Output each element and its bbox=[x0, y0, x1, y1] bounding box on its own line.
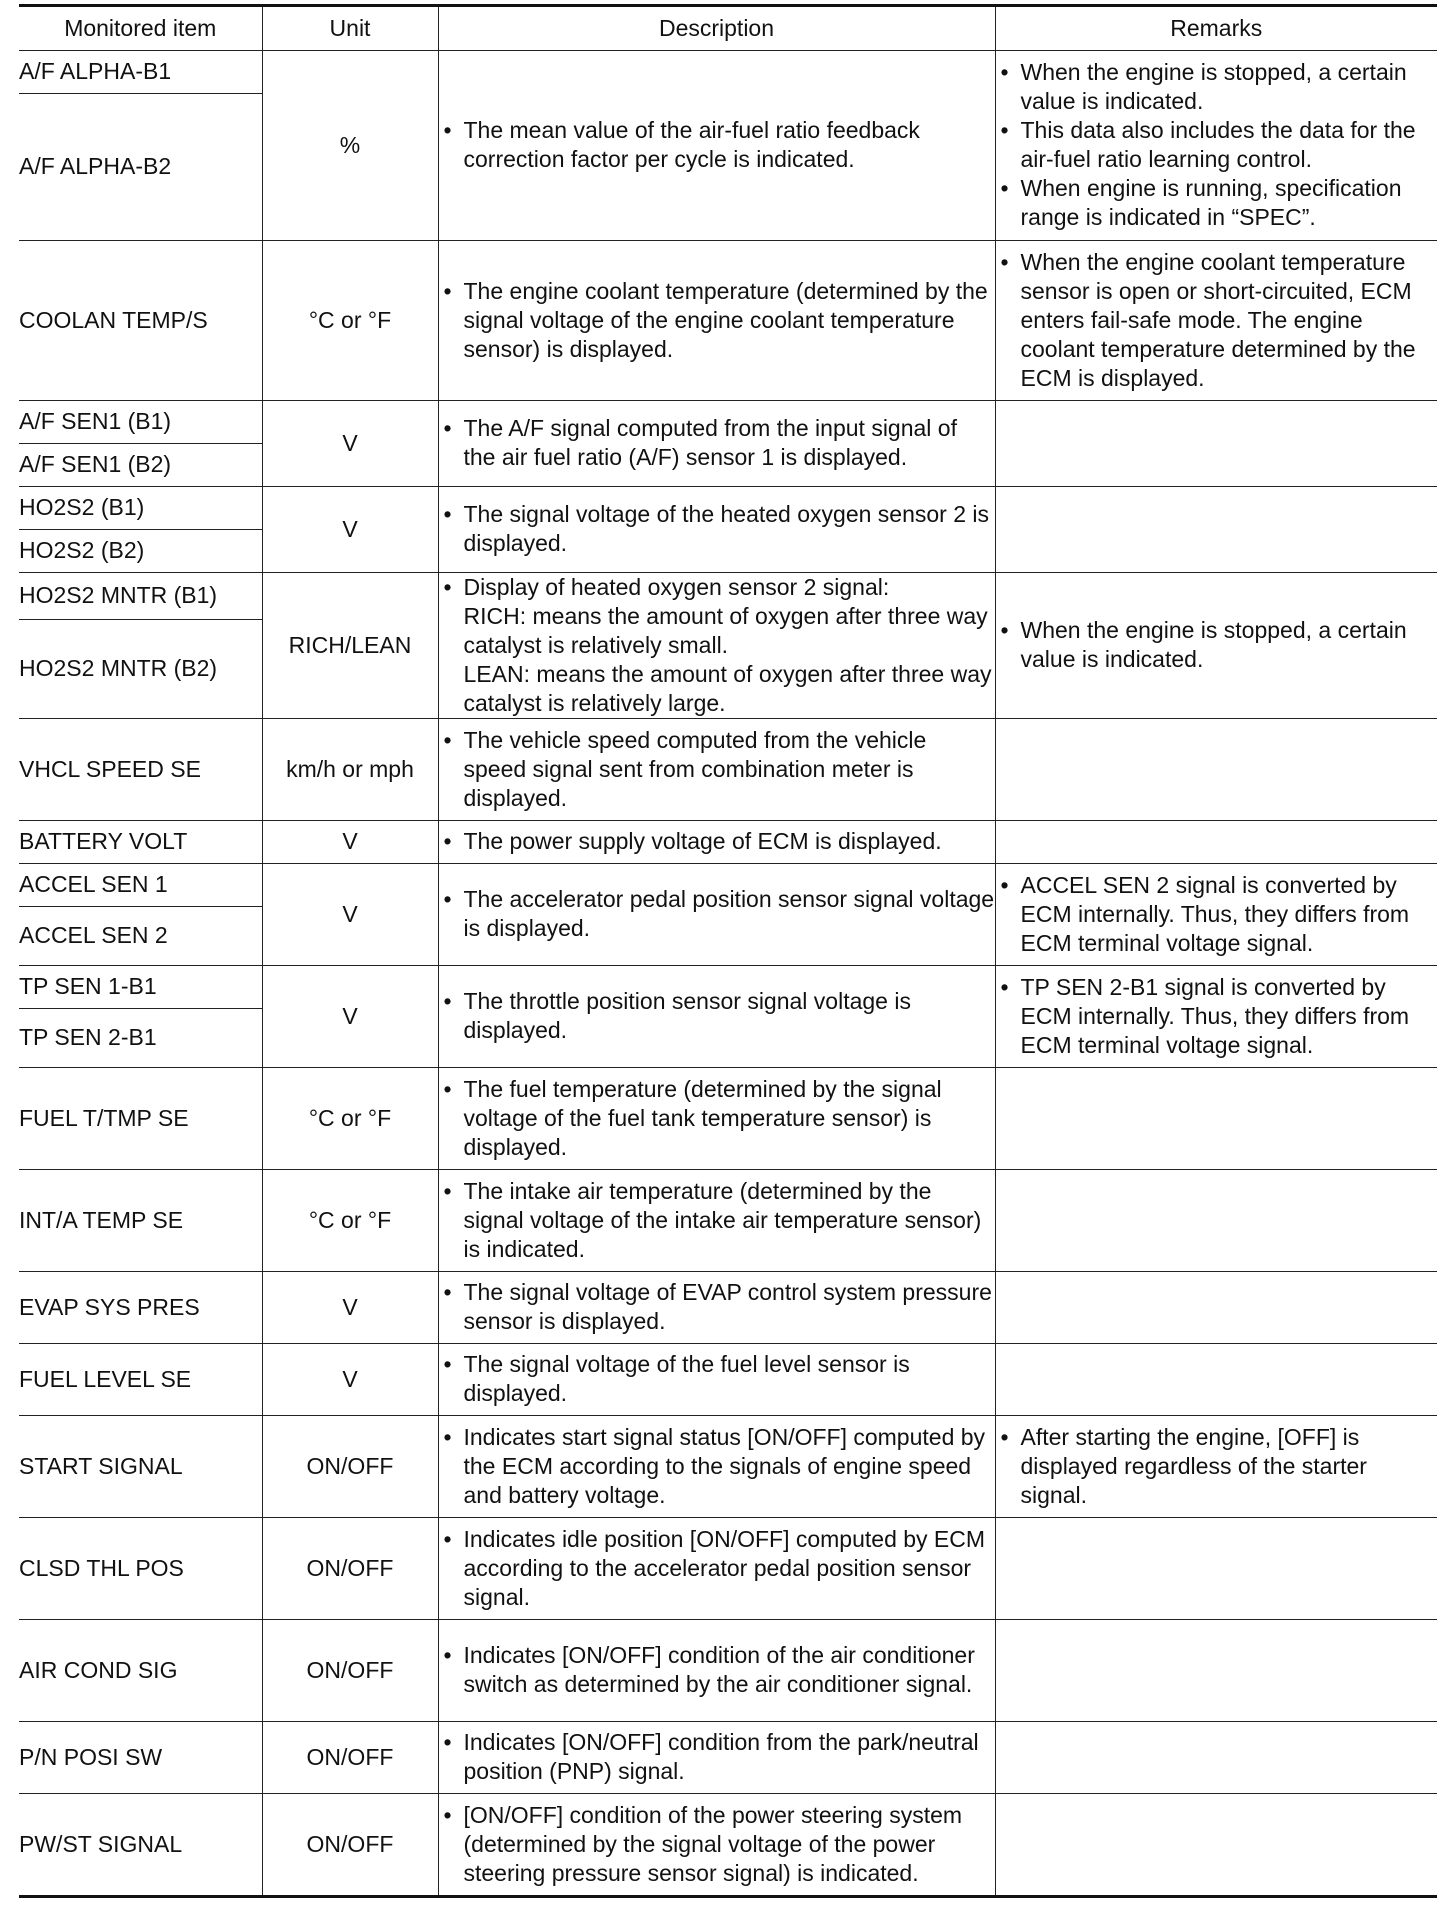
remark-bullet: • After starting the engine, [OFF] is displayed regardless of the starter signal. bbox=[996, 1423, 1438, 1510]
item-af-alpha-b1: A/F ALPHA-B1 bbox=[19, 50, 262, 93]
unit-tp-sen: V bbox=[262, 965, 438, 1067]
desc-bullet: • The vehicle speed computed from the vehicle speed signal sent from combination meter is displayed. bbox=[439, 726, 995, 813]
desc-bullet: • The engine coolant temperature (determined by the signal voltage of the engine coolant temperature sensor) is displayed. bbox=[439, 277, 995, 364]
item-af-sen1-b1: A/F SEN1 (B1) bbox=[19, 400, 262, 443]
remarks-af-sen1 bbox=[995, 400, 1437, 486]
table-header-row bbox=[19, 7, 1437, 50]
unit-ho2s2-mntr: RICH/LEAN bbox=[262, 572, 438, 718]
desc-bullet: • The power supply voltage of ECM is displayed. bbox=[439, 827, 995, 856]
item-coolan-temp: COOLAN TEMP/S bbox=[19, 240, 262, 400]
unit-evap-sys-pres: V bbox=[262, 1271, 438, 1343]
desc-ho2s2 bbox=[438, 486, 995, 572]
unit-af-sen1: V bbox=[262, 400, 438, 486]
desc-bullet: • The accelerator pedal position sensor signal voltage is displayed. bbox=[439, 885, 995, 943]
remarks-accel-sen bbox=[995, 863, 1437, 965]
unit-clsd-thl-pos: ON/OFF bbox=[262, 1517, 438, 1619]
desc-evap-sys-pres bbox=[438, 1271, 995, 1343]
item-inta-temp: INT/A TEMP SE bbox=[19, 1169, 262, 1271]
unit-air-cond-sig: ON/OFF bbox=[262, 1619, 438, 1721]
desc-bullet: • The signal voltage of the heated oxygen sensor 2 is displayed. bbox=[439, 500, 995, 558]
table-row bbox=[19, 1169, 1437, 1271]
remarks-pn-posi-sw bbox=[995, 1721, 1437, 1793]
table-row bbox=[19, 240, 1437, 400]
remark-bullet: • ACCEL SEN 2 signal is converted by ECM internally. Thus, they differs from ECM terminal voltage signal. bbox=[996, 871, 1438, 958]
unit-af-alpha: % bbox=[262, 50, 438, 240]
remark-bullet: • When the engine coolant temperature sensor is open or short-circuited, ECM enters fail-safe mode. The engine coolant temperature determined by the ECM is displayed. bbox=[996, 248, 1438, 393]
table-row bbox=[19, 820, 1437, 863]
monitor-item-table-sheet bbox=[19, 4, 1437, 1898]
desc-vhcl-speed bbox=[438, 718, 995, 820]
remarks-af-alpha bbox=[995, 50, 1437, 240]
desc-bullet: • The A/F signal computed from the input signal of the air fuel ratio (A/F) sensor 1 is displayed. bbox=[439, 414, 995, 472]
desc-battery-volt bbox=[438, 820, 995, 863]
remark-bullet: • When engine is running, specification range is indicated in “SPEC”. bbox=[996, 174, 1438, 232]
desc-bullet: • The signal voltage of EVAP control system pressure sensor is displayed. bbox=[439, 1278, 995, 1336]
table-row bbox=[19, 50, 1437, 93]
desc-bullet: • Indicates start signal status [ON/OFF] computed by the ECM according to the signals of engine speed and battery voltage. bbox=[439, 1423, 995, 1510]
remarks-ho2s2-mntr bbox=[995, 572, 1437, 718]
desc-pw-st-signal bbox=[438, 1793, 995, 1895]
table-row bbox=[19, 1721, 1437, 1793]
desc-bullet: • The mean value of the air-fuel ratio feedback correction factor per cycle is indicated. bbox=[439, 116, 995, 174]
table-row bbox=[19, 863, 1437, 906]
item-vhcl-speed: VHCL SPEED SE bbox=[19, 718, 262, 820]
remarks-tp-sen bbox=[995, 965, 1437, 1067]
remarks-pw-st-signal bbox=[995, 1793, 1437, 1895]
table-row bbox=[19, 1271, 1437, 1343]
item-ho2s2-b2: HO2S2 (B2) bbox=[19, 529, 262, 572]
remark-bullet: • This data also includes the data for the air-fuel ratio learning control. bbox=[996, 116, 1438, 174]
table-row bbox=[19, 1619, 1437, 1721]
desc-bullet: • The signal voltage of the fuel level sensor is displayed. bbox=[439, 1350, 995, 1408]
unit-pn-posi-sw: ON/OFF bbox=[262, 1721, 438, 1793]
unit-ho2s2: V bbox=[262, 486, 438, 572]
remarks-fuel-level bbox=[995, 1343, 1437, 1415]
desc-pn-posi-sw bbox=[438, 1721, 995, 1793]
desc-bullet: • Indicates idle position [ON/OFF] computed by ECM according to the accelerator pedal position sensor signal. bbox=[439, 1525, 995, 1612]
table-row bbox=[19, 965, 1437, 1008]
desc-bullet: • The fuel temperature (determined by the signal voltage of the fuel tank temperature sensor) is displayed. bbox=[439, 1075, 995, 1162]
remarks-battery-volt bbox=[995, 820, 1437, 863]
table-row bbox=[19, 572, 1437, 620]
unit-battery-volt: V bbox=[262, 820, 438, 863]
desc-bullet: • Indicates [ON/OFF] condition from the park/neutral position (PNP) signal. bbox=[439, 1728, 995, 1786]
remark-bullet: • When the engine is stopped, a certain value is indicated. bbox=[996, 616, 1438, 674]
item-af-sen1-b2: A/F SEN1 (B2) bbox=[19, 443, 262, 486]
item-af-alpha-b2: A/F ALPHA-B2 bbox=[19, 93, 262, 240]
item-start-signal: START SIGNAL bbox=[19, 1415, 262, 1517]
unit-vhcl-speed: km/h or mph bbox=[262, 718, 438, 820]
item-pn-posi-sw: P/N POSI SW bbox=[19, 1721, 262, 1793]
remark-bullet: • When the engine is stopped, a certain value is indicated. bbox=[996, 58, 1438, 116]
remarks-fuel-tmp bbox=[995, 1067, 1437, 1169]
desc-bullet: • [ON/OFF] condition of the power steering system (determined by the signal voltage of the power steering pressure sensor signal) is indicated. bbox=[439, 1801, 995, 1888]
table-row bbox=[19, 486, 1437, 529]
remarks-ho2s2 bbox=[995, 486, 1437, 572]
desc-tp-sen bbox=[438, 965, 995, 1067]
item-battery-volt: BATTERY VOLT bbox=[19, 820, 262, 863]
monitor-item-table bbox=[19, 7, 1437, 1895]
table-row bbox=[19, 1067, 1437, 1169]
unit-fuel-level: V bbox=[262, 1343, 438, 1415]
remarks-air-cond-sig bbox=[995, 1619, 1437, 1721]
remarks-start-signal bbox=[995, 1415, 1437, 1517]
item-fuel-tmp: FUEL T/TMP SE bbox=[19, 1067, 262, 1169]
table-row bbox=[19, 1517, 1437, 1619]
desc-bullet bbox=[439, 573, 995, 718]
desc-bullet: • Indicates [ON/OFF] condition of the air conditioner switch as determined by the air conditioner signal. bbox=[439, 1641, 995, 1699]
desc-inta-temp bbox=[438, 1169, 995, 1271]
item-accel-sen-2: ACCEL SEN 2 bbox=[19, 906, 262, 965]
table-row bbox=[19, 1793, 1437, 1895]
desc-fuel-level bbox=[438, 1343, 995, 1415]
item-ho2s2-mntr-b2: HO2S2 MNTR (B2) bbox=[19, 620, 262, 718]
table-row bbox=[19, 1343, 1437, 1415]
desc-af-alpha bbox=[438, 50, 995, 240]
table-row bbox=[19, 400, 1437, 443]
item-air-cond-sig: AIR COND SIG bbox=[19, 1619, 262, 1721]
item-tp-sen-1-b1: TP SEN 1-B1 bbox=[19, 965, 262, 1008]
desc-start-signal bbox=[438, 1415, 995, 1517]
desc-coolan-temp bbox=[438, 240, 995, 400]
header-unit: Unit bbox=[262, 7, 438, 50]
remarks-clsd-thl-pos bbox=[995, 1517, 1437, 1619]
item-pw-st-signal: PW/ST SIGNAL bbox=[19, 1793, 262, 1895]
unit-inta-temp: °C or °F bbox=[262, 1169, 438, 1271]
table-row bbox=[19, 718, 1437, 820]
item-clsd-thl-pos: CLSD THL POS bbox=[19, 1517, 262, 1619]
desc-line: • Display of heated oxygen sensor 2 signal: bbox=[463, 573, 890, 600]
desc-bullet: • The throttle position sensor signal voltage is displayed. bbox=[439, 987, 995, 1045]
unit-accel-sen: V bbox=[262, 863, 438, 965]
item-ho2s2-b1: HO2S2 (B1) bbox=[19, 486, 262, 529]
desc-line: LEAN: means the amount of oxygen after three way catalyst is relatively large. bbox=[463, 660, 992, 716]
remark-bullet: • TP SEN 2-B1 signal is converted by ECM internally. Thus, they differs from ECM terminal voltage signal. bbox=[996, 973, 1438, 1060]
unit-fuel-tmp: °C or °F bbox=[262, 1067, 438, 1169]
remarks-coolan-temp bbox=[995, 240, 1437, 400]
header-remarks: Remarks bbox=[995, 7, 1437, 50]
unit-pw-st-signal: ON/OFF bbox=[262, 1793, 438, 1895]
unit-start-signal: ON/OFF bbox=[262, 1415, 438, 1517]
desc-clsd-thl-pos bbox=[438, 1517, 995, 1619]
desc-line: RICH: means the amount of oxygen after three way catalyst is relatively small. bbox=[463, 602, 988, 658]
desc-af-sen1 bbox=[438, 400, 995, 486]
unit-coolan-temp: °C or °F bbox=[262, 240, 438, 400]
table-row bbox=[19, 1415, 1437, 1517]
item-ho2s2-mntr-b1: HO2S2 MNTR (B1) bbox=[19, 572, 262, 620]
remarks-vhcl-speed bbox=[995, 718, 1437, 820]
remarks-evap-sys-pres bbox=[995, 1271, 1437, 1343]
item-fuel-level: FUEL LEVEL SE bbox=[19, 1343, 262, 1415]
header-description: Description bbox=[438, 7, 995, 50]
header-monitored-item: Monitored item bbox=[19, 7, 262, 50]
desc-air-cond-sig bbox=[438, 1619, 995, 1721]
desc-fuel-tmp bbox=[438, 1067, 995, 1169]
desc-ho2s2-mntr bbox=[438, 572, 995, 718]
remarks-inta-temp bbox=[995, 1169, 1437, 1271]
desc-bullet: • The intake air temperature (determined by the signal voltage of the intake air temperature sensor) is indicated. bbox=[439, 1177, 995, 1264]
item-evap-sys-pres: EVAP SYS PRES bbox=[19, 1271, 262, 1343]
item-tp-sen-2-b1: TP SEN 2-B1 bbox=[19, 1008, 262, 1067]
item-accel-sen-1: ACCEL SEN 1 bbox=[19, 863, 262, 906]
desc-accel-sen bbox=[438, 863, 995, 965]
